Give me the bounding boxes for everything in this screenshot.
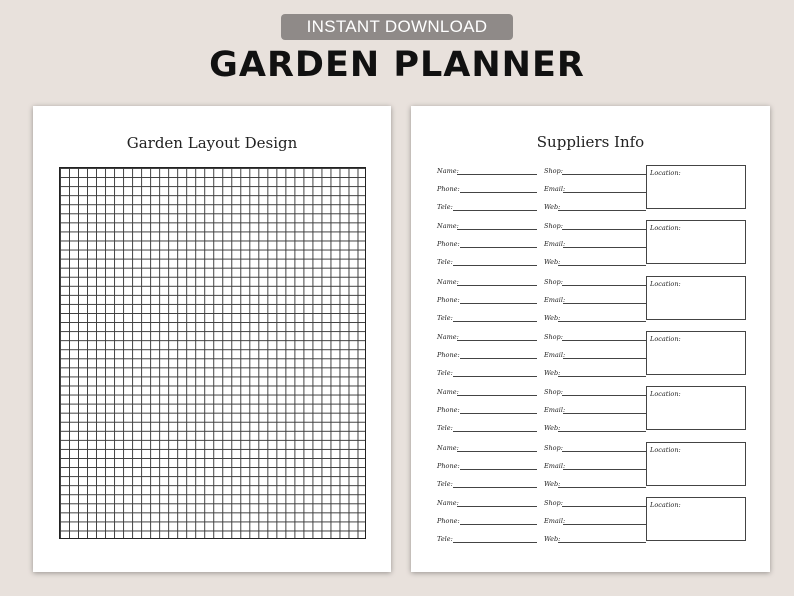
label-location: Location: — [650, 500, 681, 509]
line-shop — [562, 451, 646, 452]
field-email[interactable] — [544, 515, 644, 527]
line-phone — [460, 524, 537, 525]
field-tele[interactable] — [437, 478, 537, 490]
field-tele[interactable] — [437, 422, 537, 434]
field-name[interactable] — [437, 276, 537, 288]
label-web: Web: — [544, 479, 561, 488]
field-email[interactable] — [544, 238, 644, 250]
field-tele[interactable] — [437, 256, 537, 268]
line-tele — [453, 321, 537, 322]
field-shop[interactable] — [544, 165, 644, 177]
label-shop: Shop: — [544, 277, 563, 286]
garden-layout-page — [33, 106, 391, 572]
label-email: Email: — [544, 295, 566, 304]
line-shop — [562, 174, 646, 175]
line-tele — [453, 210, 537, 211]
label-tele: Tele: — [437, 203, 453, 211]
line-phone — [460, 413, 537, 414]
label-email: Email: — [544, 406, 566, 415]
supplier-entry — [411, 165, 770, 220]
field-web[interactable] — [544, 478, 644, 490]
label-shop: Shop: — [544, 167, 563, 175]
label-location: Location: — [650, 224, 681, 233]
field-phone[interactable] — [437, 349, 537, 361]
label-tele: Tele: — [437, 424, 453, 433]
field-email[interactable] — [544, 183, 644, 195]
line-shop — [562, 285, 646, 286]
label-name: Name: — [437, 277, 459, 286]
label-name: Name: — [437, 222, 459, 231]
supplier-entry — [411, 497, 770, 552]
location-box[interactable] — [646, 386, 746, 430]
field-phone[interactable] — [437, 404, 537, 416]
line-tele — [453, 487, 537, 488]
line-web — [558, 542, 646, 543]
field-web[interactable] — [544, 201, 644, 213]
field-phone[interactable] — [437, 460, 537, 472]
field-shop[interactable] — [544, 442, 644, 454]
location-box[interactable] — [646, 220, 746, 264]
label-web: Web: — [544, 313, 561, 322]
line-email — [563, 413, 646, 414]
location-box[interactable] — [646, 331, 746, 375]
field-shop[interactable] — [544, 386, 644, 398]
label-phone: Phone: — [437, 295, 460, 304]
label-location: Location: — [650, 334, 681, 343]
supplier-entry — [411, 220, 770, 275]
label-location: Location: — [650, 390, 681, 399]
field-web[interactable] — [544, 256, 644, 268]
label-email: Email: — [544, 516, 566, 525]
line-phone — [460, 303, 537, 304]
line-email — [563, 469, 646, 470]
garden-layout-heading: Garden Layout Design — [126, 134, 298, 152]
field-shop[interactable] — [544, 220, 644, 232]
label-web: Web: — [544, 258, 561, 267]
label-location: Location: — [650, 169, 681, 177]
label-email: Email: — [544, 185, 566, 193]
label-tele: Tele: — [437, 479, 453, 488]
line-email — [563, 524, 646, 525]
field-email[interactable] — [544, 460, 644, 472]
line-name — [457, 451, 537, 452]
line-shop — [562, 395, 646, 396]
label-name: Name: — [437, 167, 459, 175]
label-email: Email: — [544, 240, 566, 249]
field-tele[interactable] — [437, 312, 537, 324]
line-email — [563, 247, 646, 248]
line-tele — [453, 265, 537, 266]
label-tele: Tele: — [437, 368, 453, 377]
field-tele[interactable] — [437, 533, 537, 545]
line-phone — [460, 358, 537, 359]
label-phone: Phone: — [437, 406, 460, 415]
line-web — [558, 431, 646, 432]
line-tele — [453, 542, 537, 543]
line-shop — [562, 229, 646, 230]
field-shop[interactable] — [544, 497, 644, 509]
label-shop: Shop: — [544, 332, 563, 341]
label-shop: Shop: — [544, 222, 563, 231]
field-name[interactable] — [437, 165, 537, 177]
label-email: Email: — [544, 461, 566, 470]
line-shop — [562, 340, 646, 341]
line-name — [457, 174, 537, 175]
location-box[interactable] — [646, 165, 746, 209]
label-tele: Tele: — [437, 258, 453, 267]
label-web: Web: — [544, 203, 561, 211]
label-name: Name: — [437, 443, 459, 452]
field-tele[interactable] — [437, 367, 537, 379]
field-phone[interactable] — [437, 183, 537, 195]
line-email — [563, 192, 646, 193]
line-web — [558, 487, 646, 488]
field-email[interactable] — [544, 404, 644, 416]
label-name: Name: — [437, 332, 459, 341]
supplier-entry — [411, 442, 770, 497]
label-email: Email: — [544, 350, 566, 359]
label-phone: Phone: — [437, 350, 460, 359]
field-phone[interactable] — [437, 294, 537, 306]
supplier-entry — [411, 386, 770, 441]
layout-grid — [59, 167, 366, 539]
field-name[interactable] — [437, 386, 537, 398]
field-shop[interactable] — [544, 276, 644, 288]
location-box[interactable] — [646, 497, 746, 541]
field-phone[interactable] — [437, 515, 537, 527]
field-email[interactable] — [544, 294, 644, 306]
line-name — [457, 506, 537, 507]
field-name[interactable] — [437, 497, 537, 509]
label-location: Location: — [650, 445, 681, 454]
label-shop: Shop: — [544, 443, 563, 452]
label-name: Name: — [437, 388, 459, 397]
label-shop: Shop: — [544, 498, 563, 507]
supplier-entry — [411, 331, 770, 386]
line-web — [558, 376, 646, 377]
supplier-entry — [411, 276, 770, 331]
field-name[interactable] — [437, 442, 537, 454]
suppliers-info-heading: Suppliers Info — [536, 133, 645, 151]
label-phone: Phone: — [437, 461, 460, 470]
label-web: Web: — [544, 368, 561, 377]
line-phone — [460, 192, 537, 193]
field-web[interactable] — [544, 533, 644, 545]
line-phone — [460, 469, 537, 470]
field-phone[interactable] — [437, 238, 537, 250]
label-web: Web: — [544, 424, 561, 433]
field-web[interactable] — [544, 312, 644, 324]
line-email — [563, 303, 646, 304]
line-web — [558, 210, 646, 211]
label-shop: Shop: — [544, 388, 563, 397]
field-name[interactable] — [437, 220, 537, 232]
field-name[interactable] — [437, 331, 537, 343]
product-title: GARDEN PLANNER — [209, 45, 585, 85]
label-location: Location: — [650, 279, 681, 288]
label-tele: Tele: — [437, 534, 453, 543]
line-shop — [562, 506, 646, 507]
location-box[interactable] — [646, 276, 746, 320]
line-phone — [460, 247, 537, 248]
line-name — [457, 229, 537, 230]
field-web[interactable] — [544, 422, 644, 434]
field-shop[interactable] — [544, 331, 644, 343]
line-tele — [453, 431, 537, 432]
label-name: Name: — [437, 498, 459, 507]
label-web: Web: — [544, 534, 561, 543]
line-web — [558, 321, 646, 322]
line-name — [457, 395, 537, 396]
suppliers-info-page — [411, 106, 770, 572]
label-phone: Phone: — [437, 516, 460, 525]
field-web[interactable] — [544, 367, 644, 379]
instant-download-badge: INSTANT DOWNLOAD — [281, 14, 513, 40]
label-tele: Tele: — [437, 313, 453, 322]
line-tele — [453, 376, 537, 377]
label-phone: Phone: — [437, 240, 460, 249]
line-name — [457, 285, 537, 286]
field-email[interactable] — [544, 349, 644, 361]
line-web — [558, 265, 646, 266]
location-box[interactable] — [646, 442, 746, 486]
line-name — [457, 340, 537, 341]
field-tele[interactable] — [437, 201, 537, 213]
label-phone: Phone: — [437, 185, 460, 193]
line-email — [563, 358, 646, 359]
